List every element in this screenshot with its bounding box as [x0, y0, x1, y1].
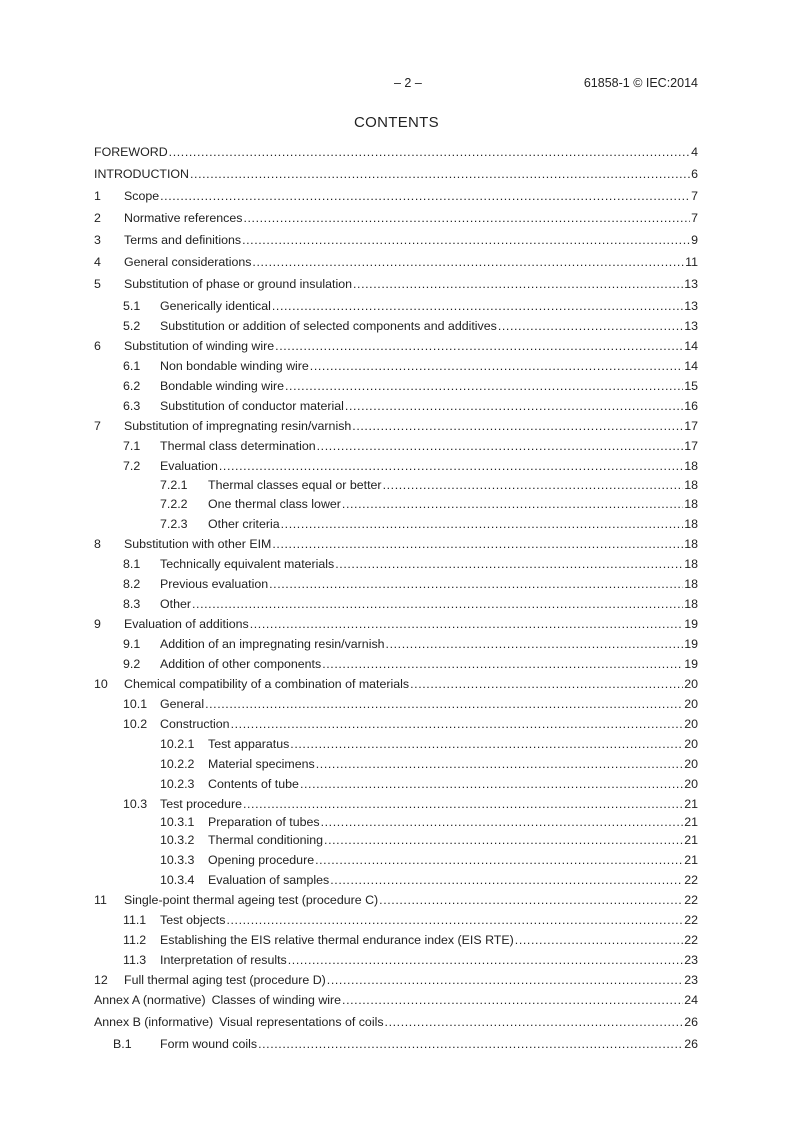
toc-dot-leader: [250, 616, 684, 632]
toc-entry[interactable]: [94, 276, 698, 292]
toc-entry-label: Test apparatus: [208, 737, 290, 751]
toc-entry[interactable]: [94, 912, 698, 928]
toc-entry-page: 22: [684, 913, 698, 927]
toc-dot-leader: [352, 418, 683, 434]
toc-entry-page: 14: [684, 359, 698, 373]
toc-entry[interactable]: [94, 972, 698, 988]
toc-entry-page: 21: [684, 797, 698, 811]
toc-dot-leader: [160, 188, 690, 204]
toc-entry-number: 7.2.2: [160, 497, 188, 511]
toc-entry-label: Preparation of tubes: [208, 815, 320, 829]
toc-entry-number: 9.1: [123, 637, 141, 651]
toc-dot-leader: [243, 210, 690, 226]
toc-entry-label: Thermal conditioning: [208, 833, 324, 847]
toc-entry-number: 7.2.1: [160, 478, 188, 492]
toc-entry[interactable]: [94, 398, 698, 414]
toc-entry[interactable]: [94, 458, 698, 474]
toc-entry[interactable]: [94, 536, 698, 552]
toc-entry-label: Other criteria: [208, 517, 280, 531]
toc-dot-leader: [288, 952, 683, 968]
toc-entry-label: Addition of an impregnating resin/varnish: [160, 637, 385, 651]
toc-dot-leader: [272, 298, 683, 314]
toc-dot-leader: [515, 932, 683, 948]
toc-entry-page: 16: [684, 399, 698, 413]
toc-entry-page: 18: [684, 577, 698, 591]
toc-entry-page: 26: [684, 1015, 698, 1029]
toc-entry-page: 15: [684, 379, 698, 393]
toc-entry-label: Substitution of conductor material: [160, 399, 344, 413]
toc-entry-number: 8.2: [123, 577, 141, 591]
toc-entry-label: Establishing the EIS relative thermal endurance index (EIS RTE): [160, 933, 514, 947]
toc-entry[interactable]: [94, 636, 698, 652]
document-reference: 61858-1 © IEC:2014: [583, 76, 698, 90]
toc-entry-number: 10: [94, 677, 108, 691]
toc-entry-label: Single-point thermal ageing test (procedure C): [124, 893, 379, 907]
toc-entry-number: 11.2: [123, 933, 147, 947]
toc-entry[interactable]: [94, 656, 698, 672]
toc-dot-leader: [275, 338, 683, 354]
toc-entry-page: 23: [684, 953, 698, 967]
toc-entry-label: Interpretation of results: [160, 953, 287, 967]
toc-entry-label: Substitution or addition of selected components and additives: [160, 319, 497, 333]
toc-dot-leader: [258, 1036, 683, 1052]
toc-entry[interactable]: [94, 952, 698, 968]
toc-entry-page: 17: [684, 419, 698, 433]
toc-entry-page: 22: [684, 933, 698, 947]
toc-entry-number: 12: [94, 973, 108, 987]
toc-dot-leader: [169, 144, 690, 160]
toc-dot-leader: [281, 516, 684, 532]
toc-entry-page: 21: [684, 815, 698, 829]
toc-entry-number: 7: [94, 419, 101, 433]
toc-entry[interactable]: [94, 254, 698, 270]
toc-entry-page: 4: [691, 145, 698, 159]
toc-entry-number: 10.2: [123, 717, 148, 731]
toc-dot-leader: [310, 358, 683, 374]
toc-entry[interactable]: [94, 696, 698, 712]
toc-entry-page: 20: [684, 737, 698, 751]
page-header: [94, 76, 698, 92]
toc-dot-leader: [315, 852, 683, 868]
toc-entry-page: 20: [684, 697, 698, 711]
toc-entry-label: Contents of tube: [208, 777, 299, 791]
toc-entry-page: 18: [684, 557, 698, 571]
toc-entry[interactable]: [94, 892, 698, 908]
toc-entry[interactable]: [94, 438, 698, 454]
toc-dot-leader: [272, 536, 683, 552]
toc-entry[interactable]: [94, 556, 698, 572]
toc-dot-leader: [231, 716, 684, 732]
toc-dot-leader: [322, 656, 683, 672]
toc-entry-page: 19: [684, 617, 698, 631]
page-title: CONTENTS: [354, 114, 439, 131]
toc-entry-label: Evaluation of samples: [208, 873, 330, 887]
toc-entry-number: 10.3: [123, 797, 148, 811]
toc-dot-leader: [219, 458, 683, 474]
toc-entry-label: Full thermal aging test (procedure D): [124, 973, 326, 987]
toc-entry-number: 6.1: [123, 359, 141, 373]
toc-entry[interactable]: [94, 210, 698, 226]
toc-entry[interactable]: [94, 992, 698, 1008]
toc-entry-label: Scope: [124, 189, 160, 203]
toc-dot-leader: [242, 232, 690, 248]
toc-dot-leader: [386, 636, 684, 652]
toc-entry-page: 20: [684, 677, 698, 691]
toc-entry-label: Construction: [160, 717, 230, 731]
toc-entry-page: 13: [684, 277, 698, 291]
toc-entry-number: 10.3.3: [160, 853, 195, 867]
toc-dot-leader: [498, 318, 683, 334]
toc-entry[interactable]: [94, 814, 698, 830]
toc-entry-label: Material specimens: [208, 757, 315, 771]
toc-entry-number: 7.2: [123, 459, 141, 473]
toc-entry[interactable]: [94, 358, 698, 374]
toc-dot-leader: [321, 814, 684, 830]
toc-entry[interactable]: [94, 378, 698, 394]
toc-entry-label: Bondable winding wire: [160, 379, 284, 393]
toc-entry[interactable]: [94, 1036, 698, 1052]
toc-entry-number: Annex B (informative): [94, 1015, 214, 1029]
toc-entry[interactable]: [94, 418, 698, 434]
toc-entry-page: 7: [691, 189, 698, 203]
toc-entry-page: 20: [684, 717, 698, 731]
toc-entry-page: 26: [684, 1037, 698, 1051]
page-number: – 2 –: [394, 76, 422, 90]
toc-entry[interactable]: [94, 596, 698, 612]
toc-entry-number: 10.1: [123, 697, 148, 711]
toc-entry-number: 7.2.3: [160, 517, 188, 531]
toc-entry-number: 5: [94, 277, 101, 291]
toc-dot-leader: [316, 756, 683, 772]
toc-dot-leader: [410, 676, 683, 692]
toc-entry-number: 9.2: [123, 657, 141, 671]
toc-entry-number: 4: [94, 255, 101, 269]
toc-entry[interactable]: [94, 616, 698, 632]
toc-entry-page: 19: [684, 657, 698, 671]
toc-entry-number: 11: [94, 893, 107, 907]
toc-entry-page: 18: [684, 597, 698, 611]
toc-entry-number: B.1: [113, 1037, 132, 1051]
toc-entry[interactable]: [94, 852, 698, 868]
toc-entry[interactable]: [94, 832, 698, 848]
toc-entry-page: 23: [684, 973, 698, 987]
toc-entry-page: 22: [684, 893, 698, 907]
toc-dot-leader: [317, 438, 684, 454]
toc-entry-label: Test objects: [160, 913, 226, 927]
toc-entry-number: 10.3.1: [160, 815, 195, 829]
toc-dot-leader: [385, 1014, 684, 1030]
toc-entry-label: Substitution of phase or ground insulation: [124, 277, 353, 291]
toc-entry-label: Other: [160, 597, 191, 611]
toc-entry[interactable]: [94, 796, 698, 812]
toc-entry-number: 10.3.2: [160, 833, 195, 847]
toc-entry-label: Visual representations of coils: [219, 1015, 384, 1029]
toc-dot-leader: [252, 254, 684, 270]
toc-entry-label: Opening procedure: [208, 853, 315, 867]
toc-entry-page: 11: [685, 255, 698, 269]
toc-entry-label: Thermal class determination: [160, 439, 316, 453]
toc-entry-page: 18: [684, 459, 698, 473]
toc-entry-page: 13: [684, 299, 698, 313]
toc-entry[interactable]: [94, 576, 698, 592]
toc-entry-number: 9: [94, 617, 101, 631]
toc-entry-page: 20: [684, 777, 698, 791]
toc-entry-number: Annex A (normative): [94, 993, 206, 1007]
toc-entry-number: 7.1: [123, 439, 141, 453]
toc-entry-number: 10.3.4: [160, 873, 195, 887]
toc-dot-leader: [300, 776, 683, 792]
toc-entry-label: Test procedure: [160, 797, 242, 811]
toc-entry-label: Substitution of winding wire: [124, 339, 275, 353]
toc-entry-number: 8.3: [123, 597, 141, 611]
toc-dot-leader: [345, 398, 683, 414]
toc-entry-page: 18: [684, 478, 698, 492]
toc-dot-leader: [342, 992, 683, 1008]
toc-entry-page: 18: [684, 537, 698, 551]
toc-dot-leader: [243, 796, 683, 812]
toc-entry-label: Chemical compatibility of a combination of materials: [124, 677, 410, 691]
toc-entry-label: FOREWORD: [94, 145, 168, 159]
toc-entry-number: 10.2.1: [160, 737, 195, 751]
toc-entry-label: Technically equivalent materials: [160, 557, 335, 571]
toc-dot-leader: [285, 378, 683, 394]
toc-dot-leader: [205, 696, 683, 712]
toc-entry-page: 20: [684, 757, 698, 771]
toc-entry-number: 1: [94, 189, 101, 203]
toc-entry-page: 18: [684, 517, 698, 531]
toc-entry-number: 8.1: [123, 557, 141, 571]
toc-entry-page: 19: [684, 637, 698, 651]
toc-dot-leader: [335, 556, 683, 572]
toc-entry-page: 22: [684, 873, 698, 887]
toc-entry[interactable]: [94, 298, 698, 314]
toc-entry-page: 14: [684, 339, 698, 353]
toc-entry[interactable]: [94, 188, 698, 204]
toc-entry[interactable]: [94, 736, 698, 752]
toc-dot-leader: [269, 576, 683, 592]
toc-entry[interactable]: [94, 232, 698, 248]
toc-entry-label: Substitution with other EIM: [124, 537, 272, 551]
toc-entry-page: 9: [691, 233, 698, 247]
toc-entry-number: 2: [94, 211, 101, 225]
toc-entry-label: INTRODUCTION: [94, 167, 189, 181]
toc-entry-number: 3: [94, 233, 101, 247]
toc-entry-number: 11.1: [123, 913, 147, 927]
toc-entry-label: Generically identical: [160, 299, 271, 313]
toc-entry-number: 5.1: [123, 299, 141, 313]
toc-entry[interactable]: [94, 716, 698, 732]
toc-entry-number: 6: [94, 339, 101, 353]
toc-entry-number: 10.2.3: [160, 777, 195, 791]
toc-entry-label: Addition of other components: [160, 657, 322, 671]
toc-entry-label: Substitution of impregnating resin/varnish: [124, 419, 352, 433]
toc-entry-label: One thermal class lower: [208, 497, 341, 511]
toc-entry-label: Normative references: [124, 211, 243, 225]
toc-entry-number: 6.2: [123, 379, 141, 393]
toc-entry-label: Previous evaluation: [160, 577, 269, 591]
toc-dot-leader: [353, 276, 683, 292]
toc-dot-leader: [290, 736, 683, 752]
toc-entry-label: Terms and definitions: [124, 233, 242, 247]
toc-entry-page: 17: [684, 439, 698, 453]
toc-entry-label: Non bondable winding wire: [160, 359, 309, 373]
toc-entry[interactable]: [94, 496, 698, 512]
toc-entry-label: Thermal classes equal or better: [208, 478, 382, 492]
toc-entry-label: General considerations: [124, 255, 252, 269]
toc-entry-page: 21: [684, 853, 698, 867]
toc-entry[interactable]: [94, 676, 698, 692]
toc-dot-leader: [190, 166, 690, 182]
toc-dot-leader: [226, 912, 683, 928]
toc-entry[interactable]: [94, 872, 698, 888]
toc-entry[interactable]: [94, 516, 698, 532]
toc-entry[interactable]: [94, 776, 698, 792]
toc-dot-leader: [192, 596, 683, 612]
toc-dot-leader: [324, 832, 683, 848]
toc-entry-number: 6.3: [123, 399, 141, 413]
toc-entry-number: 10.2.2: [160, 757, 195, 771]
toc-entry[interactable]: [94, 338, 698, 354]
toc-entry-page: 13: [684, 319, 698, 333]
toc-entry[interactable]: [94, 1014, 698, 1030]
toc-entry[interactable]: [94, 318, 698, 334]
toc-entry-page: 24: [684, 993, 698, 1007]
toc-entry[interactable]: [94, 932, 698, 948]
toc-dot-leader: [327, 972, 683, 988]
toc-entry-label: Form wound coils: [160, 1037, 258, 1051]
toc-entry-number: 8: [94, 537, 101, 551]
toc-entry[interactable]: [94, 477, 698, 493]
toc-entry-page: 6: [691, 167, 698, 181]
toc-entry-page: 18: [684, 497, 698, 511]
toc-entry-label: Evaluation of additions: [124, 617, 249, 631]
toc-entry-label: General: [160, 697, 205, 711]
toc-dot-leader: [342, 496, 683, 512]
toc-entry-label: Classes of winding wire: [211, 993, 342, 1007]
toc-entry[interactable]: [94, 166, 698, 182]
toc-dot-leader: [330, 872, 683, 888]
toc-entry-number: 11.3: [123, 953, 147, 967]
toc-dot-leader: [379, 892, 683, 908]
toc-entry-number: 5.2: [123, 319, 141, 333]
toc-entry[interactable]: [94, 756, 698, 772]
toc-entry[interactable]: [94, 144, 698, 160]
toc-dot-leader: [383, 477, 684, 493]
toc-entry-page: 7: [691, 211, 698, 225]
toc-entry-page: 21: [684, 833, 698, 847]
toc-entry-label: Evaluation: [160, 459, 218, 473]
